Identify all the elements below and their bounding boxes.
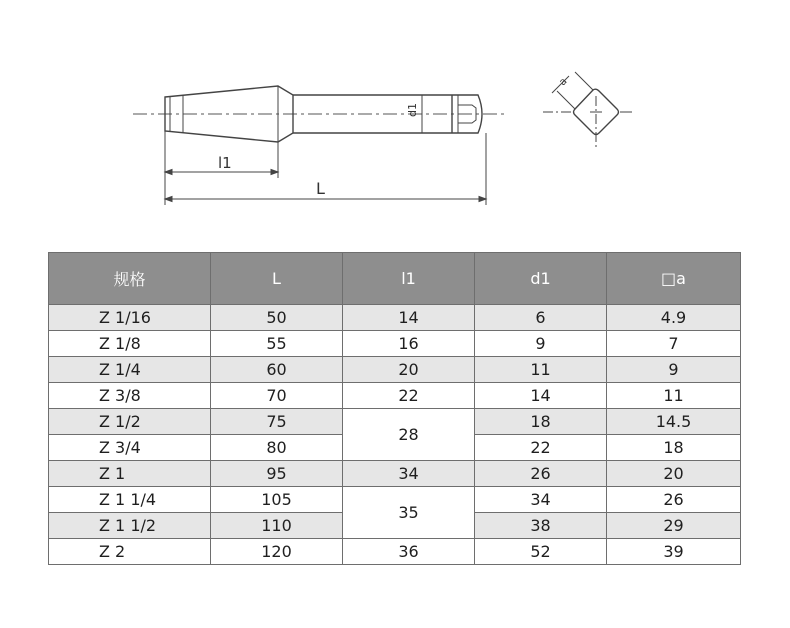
d1-label: d1	[406, 103, 419, 117]
cell-a: 14.5	[607, 409, 741, 435]
table-row	[49, 383, 741, 409]
table-row	[49, 357, 741, 383]
table-row	[49, 331, 741, 357]
spec-table	[48, 252, 741, 565]
cell-d1: 38	[475, 513, 607, 539]
table-row	[49, 539, 741, 565]
cell-a: 26	[607, 487, 741, 513]
cell-L: 55	[211, 331, 343, 357]
cell-d1: 22	[475, 435, 607, 461]
cell-l1: 28	[343, 409, 475, 461]
cell-L: 120	[211, 539, 343, 565]
tap-technical-drawing	[0, 0, 790, 240]
cell-L: 50	[211, 305, 343, 331]
cell-d1: 11	[475, 357, 607, 383]
cell-L: 110	[211, 513, 343, 539]
table-row	[49, 461, 741, 487]
cell-spec: Z 1/4	[49, 357, 211, 383]
L-label: L	[316, 179, 325, 198]
l1-label: l1	[218, 154, 232, 172]
cell-L: 80	[211, 435, 343, 461]
cell-l1: 14	[343, 305, 475, 331]
cell-a: 20	[607, 461, 741, 487]
table-row	[49, 487, 741, 513]
cell-spec: Z 1/16	[49, 305, 211, 331]
square-end-view	[543, 72, 632, 148]
cell-spec: Z 1 1/4	[49, 487, 211, 513]
cell-d1: 34	[475, 487, 607, 513]
cell-l1: 22	[343, 383, 475, 409]
cell-d1: 26	[475, 461, 607, 487]
a-label: a	[557, 76, 570, 89]
cell-a: 7	[607, 331, 741, 357]
cell-d1: 14	[475, 383, 607, 409]
cell-d1: 9	[475, 331, 607, 357]
L-dimension	[165, 197, 486, 202]
cell-spec: Z 1/8	[49, 331, 211, 357]
cell-l1: 35	[343, 487, 475, 539]
cell-spec: Z 1 1/2	[49, 513, 211, 539]
header-l1: l1	[343, 253, 475, 305]
cell-l1: 34	[343, 461, 475, 487]
cell-a: 39	[607, 539, 741, 565]
cell-spec: Z 2	[49, 539, 211, 565]
cell-spec: Z 1/2	[49, 409, 211, 435]
extension-lines	[165, 131, 486, 205]
cell-d1: 18	[475, 409, 607, 435]
cell-L: 105	[211, 487, 343, 513]
cell-a: 18	[607, 435, 741, 461]
cell-a: 9	[607, 357, 741, 383]
cell-l1: 36	[343, 539, 475, 565]
cell-a: 11	[607, 383, 741, 409]
header-d1: d1	[475, 253, 607, 305]
cell-d1: 6	[475, 305, 607, 331]
cell-l1: 16	[343, 331, 475, 357]
cell-spec: Z 3/8	[49, 383, 211, 409]
cell-l1: 20	[343, 357, 475, 383]
cell-L: 75	[211, 409, 343, 435]
header-a: □a	[607, 253, 741, 305]
table-row	[49, 409, 741, 435]
header-spec: 规格	[49, 253, 211, 305]
cell-spec: Z 3/4	[49, 435, 211, 461]
cell-a: 29	[607, 513, 741, 539]
cell-L: 70	[211, 383, 343, 409]
table-header-row	[49, 253, 741, 305]
cell-L: 60	[211, 357, 343, 383]
table-row	[49, 305, 741, 331]
cell-a: 4.9	[607, 305, 741, 331]
cell-spec: Z 1	[49, 461, 211, 487]
cell-d1: 52	[475, 539, 607, 565]
header-L: L	[211, 253, 343, 305]
cell-L: 95	[211, 461, 343, 487]
